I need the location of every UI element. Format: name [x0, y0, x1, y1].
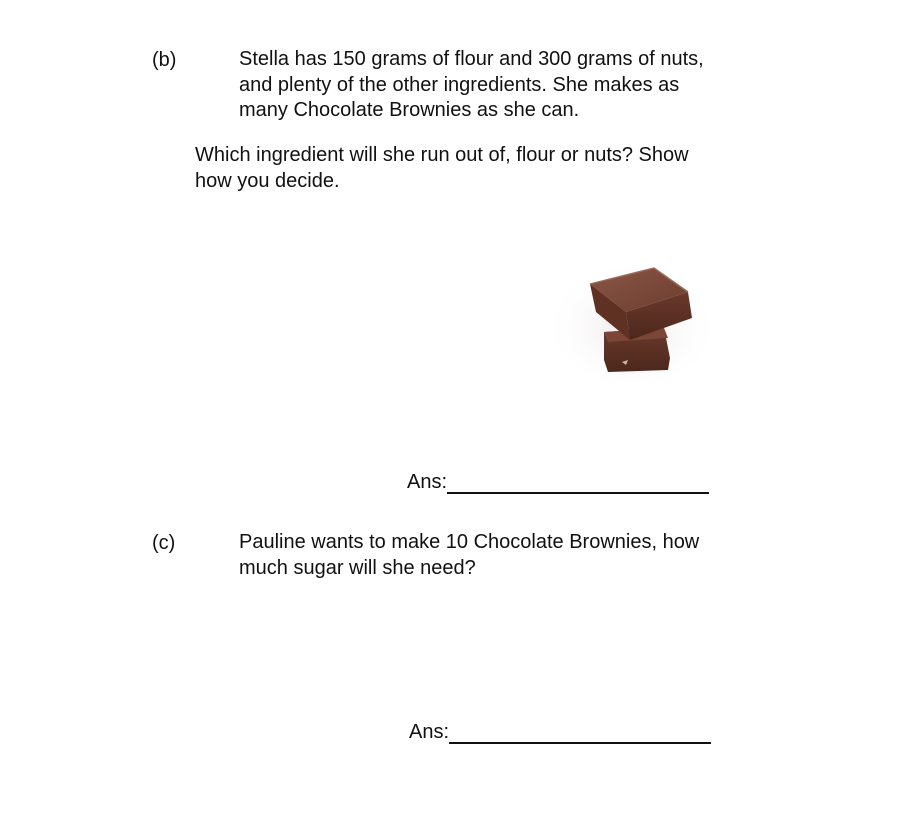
brownie-image — [550, 262, 710, 392]
part-c-label: (c) — [152, 532, 176, 554]
part-b-answer — [407, 470, 709, 494]
part-c-question-line: much sugar will she need? — [239, 556, 476, 579]
part-c-answer-line[interactable] — [449, 722, 711, 744]
part-b-intro-line: Stella has 150 grams of flour and 300 grams of nuts, — [239, 48, 704, 70]
part-b-label: (b) — [152, 49, 177, 71]
part-b-intro — [239, 47, 704, 124]
part-c-question — [239, 530, 699, 581]
part-b-answer-label: Ans: — [407, 471, 448, 493]
part-c-question-line: Pauline wants to make 10 Chocolate Brownies, how — [239, 531, 700, 553]
part-b-question — [195, 143, 689, 194]
part-b-question-line: Which ingredient will she run out of, flour or nuts? Show — [195, 144, 689, 166]
part-b-question-line: how you decide. — [195, 169, 340, 192]
part-b-answer-line[interactable] — [447, 472, 709, 494]
part-b-intro-line: many Chocolate Brownies as she can. — [239, 99, 580, 121]
part-c-answer-label: Ans: — [409, 721, 450, 743]
part-b-intro-line: and plenty of the other ingredients. She makes as — [239, 73, 680, 96]
part-c-answer — [409, 720, 711, 744]
